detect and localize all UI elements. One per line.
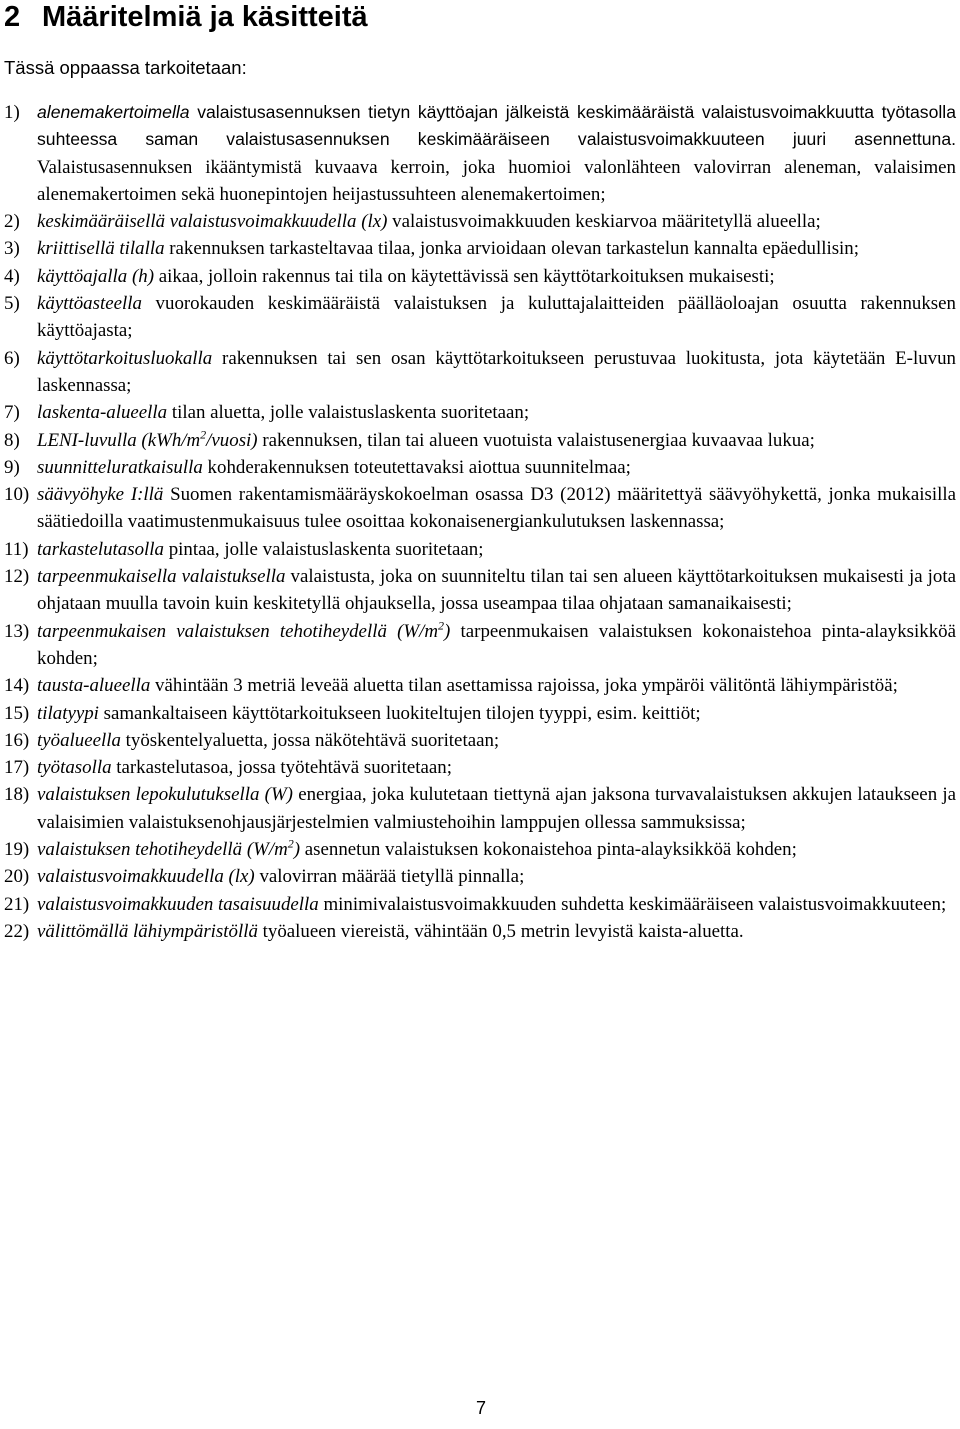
definition-item-3 (0, 235, 956, 262)
definition-term: LENI-luvulla (kWh/m (37, 429, 201, 451)
definition-number: 5) (4, 293, 20, 315)
definition-number: 20) (4, 866, 30, 888)
definition-number: 4) (4, 265, 20, 287)
definition-text: Suomen rakentamismääräyskokoelman osassa D3 (2012) määritettyä säävyöhykettä, jonka mukaisilla säätiedoilla vaatimustenmukaisuus tulee osoittaa kokonaisenergiankulutuksen laskennassa; (37, 484, 956, 533)
definition-text: tarpeenmukaisen valaistuksen kokonaistehoa pinta-alayksikköä kohden; (37, 620, 956, 669)
definition-term: valaistuksen lepokulutuksella (W) (37, 784, 293, 806)
definition-number: 7) (4, 402, 20, 424)
definition-text: kohderakennuksen toteutettavaksi aiottua suunnitelmaa; (202, 456, 631, 478)
definition-text: tarkastelutasoa, jossa työtehtävä suoritetaan; (111, 757, 452, 779)
definition-text: asennetun valaistuksen kokonaistehoa pinta-alayksikköä kohden; (300, 839, 797, 861)
definition-text: rakennuksen tai sen osan käyttötarkoitukseen perustuvaa luokitusta, jota käytetään E-luvun laskennassa; (37, 347, 956, 396)
definition-number: 16) (4, 729, 30, 751)
section-heading (4, 0, 368, 34)
definition-item-13 (0, 618, 956, 673)
definition-number: 22) (4, 920, 30, 942)
definition-item-14 (0, 672, 956, 699)
intro-text: Tässä oppaassa tarkoitetaan: (4, 57, 247, 78)
definition-text: valovirran määrää tietyllä pinnalla; (254, 866, 525, 888)
definition-number: 12) (4, 566, 30, 588)
definition-term: valaistuksen tehotiheydellä (W/m (37, 839, 288, 861)
definition-term: käyttöajalla (h) (37, 265, 154, 287)
page-number: 7 (475, 1398, 486, 1418)
section-number: 2 (4, 1, 21, 33)
definition-number: 19) (4, 839, 30, 861)
definition-item-20 (0, 863, 956, 890)
definition-term: työtasolla (37, 757, 112, 779)
definition-term: tarpeenmukaisella valaistuksella (37, 566, 286, 588)
section-title: Määritelmiä ja käsitteitä (42, 1, 368, 33)
definition-item-8 (0, 427, 956, 454)
definition-item-17 (0, 754, 956, 781)
definition-term: tausta-alueella (37, 675, 151, 697)
definition-text: tilan aluetta, jolle valaistuslaskenta suoritetaan; (167, 402, 530, 424)
definition-item-22 (0, 918, 956, 945)
definition-item-15 (0, 700, 956, 727)
definition-term: tarpeenmukaisen valaistuksen tehotiheydellä (W/m (37, 620, 439, 642)
definition-number: 13) (4, 620, 30, 642)
definition-term: laskenta-alueella (37, 402, 168, 424)
definition-text: samankaltaiseen käyttötarkoitukseen luokiteltujen tilojen tyyppi, esim. keittiöt; (98, 702, 701, 724)
definition-term: käyttötarkoitusluokalla (37, 347, 213, 369)
definition-text: työalueen viereistä, vähintään 0,5 metrin levyistä kaista-aluetta. (257, 920, 744, 942)
definition-text: valaistusta, joka on suunniteltu tilan tai sen alueen käyttötarkoituksen mukaisesti ja jota ohjataan muulla tavoin kuin keskitetyllä ohjauksella, jossa useampaa tilaa ohjataan samanaikaisesti; (37, 566, 956, 615)
definition-term: keskimääräisellä valaistusvoimakkuudella (lx) (37, 211, 388, 233)
definition-item-2 (0, 208, 956, 235)
definition-item-5 (0, 290, 956, 345)
definition-item-7 (0, 399, 956, 426)
definition-term: työalueella (37, 729, 121, 751)
definition-term-suffix: /vuosi) (206, 429, 258, 451)
definition-term: tarkastelutasolla (37, 538, 164, 560)
definition-number: 15) (4, 702, 30, 724)
definition-text: työskentelyaluetta, jossa näkötehtävä suoritetaan; (120, 729, 500, 751)
definition-item-10 (0, 481, 956, 536)
definition-text-continued: Valaistusasennuksen ikääntymistä kuvaava kerroin, joka huomioi valonlähteen valovirran aleneman, valaisimen alenemakertoimen sekä huonepintojen heijastussuhteen alenemakertoimen; (37, 156, 956, 205)
definition-term: säävyöhyke I:llä (37, 484, 164, 506)
definition-term: suunnitteluratkaisulla (37, 456, 203, 478)
definition-number: 1) (4, 102, 20, 123)
definition-term: valaistusvoimakkuuden tasaisuudella (37, 893, 319, 915)
definition-term: käyttöasteella (37, 293, 142, 315)
definition-number: 11) (4, 538, 29, 560)
definition-item-16 (0, 727, 956, 754)
definition-number: 2) (4, 211, 20, 233)
definition-item-9 (0, 454, 956, 481)
definition-item-4 (0, 263, 956, 290)
definition-number: 21) (4, 893, 30, 915)
definition-term: kriittisellä tilalla (37, 238, 165, 260)
definition-text: minimivalaistusvoimakkuuden suhdetta keskimääräiseen valaistusvoimakkuuteen; (318, 893, 947, 915)
definition-text: energiaa, joka kulutetaan tiettynä ajan jaksona turvavalaistuksen akkujen lataukseen ja valaisimien valaistuksenohjausjärjestelmien valmiustehoihin lamppujen ollessa sammuksissa; (37, 784, 956, 833)
definition-text: rakennuksen, tilan tai alueen vuotuista valaistusenergiaa kuvaavaa lukua; (257, 429, 815, 451)
definition-number: 18) (4, 784, 30, 806)
definition-number: 9) (4, 456, 20, 478)
definition-number: 17) (4, 757, 30, 779)
definition-number: 10) (4, 484, 30, 506)
definition-item-12 (0, 563, 956, 618)
definition-text: aikaa, jolloin rakennus tai tila on käytettävissä sen käyttötarkoituksen mukaisesti; (154, 265, 775, 287)
definition-item-19 (0, 836, 956, 863)
definition-text: rakennuksen tarkasteltavaa tilaa, jonka arvioidaan olevan tarkastelun kannalta epäedullisin; (164, 238, 859, 260)
definition-number: 14) (4, 675, 30, 697)
definition-term-suffix: ) (444, 620, 451, 642)
definition-term-superscript: 2 (200, 427, 207, 442)
definition-item-11 (0, 536, 956, 563)
definition-item-6 (0, 345, 956, 400)
definition-text: valaistusasennuksen tietyn käyttöajan jälkeistä keskimääräistä valaistusvoimakkuutta työtasolla suhteessa saman valaistusasennuksen keskimääräiseen valaistusvoimakkuuteen juuri asennettuna. (37, 102, 956, 150)
definition-term-superscript: 2 (438, 618, 445, 633)
definition-text: valaistusvoimakkuuden keskiarvoa määritetyllä alueella; (387, 211, 821, 233)
definition-item-1 (0, 99, 956, 208)
definition-term-superscript: 2 (287, 836, 294, 851)
definition-text: pintaa, jolle valaistuslaskenta suoritetaan; (164, 538, 484, 560)
definition-text: vähintään 3 metriä leveää aluetta tilan asettamissa rajoissa, joka ympäröi välitöntä lähiympäristöä; (150, 675, 898, 697)
definition-item-18 (0, 781, 956, 836)
definition-term: alenemakertoimella (37, 102, 190, 122)
definition-number: 8) (4, 429, 20, 451)
definition-number: 3) (4, 238, 20, 260)
definition-text: vuorokauden keskimääräistä valaistuksen ja kuluttajalaitteiden päälläoloajan osuutta rakennuksen käyttöajasta; (37, 293, 956, 342)
definition-number: 6) (4, 347, 20, 369)
definition-term: välittömällä lähiympäristöllä (37, 920, 258, 942)
definition-term-suffix: ) (293, 839, 301, 861)
definition-term: valaistusvoimakkuudella (lx) (37, 866, 255, 888)
definition-list (0, 99, 960, 945)
definition-term: tilatyypi (37, 702, 99, 724)
definition-item-21 (0, 891, 956, 918)
